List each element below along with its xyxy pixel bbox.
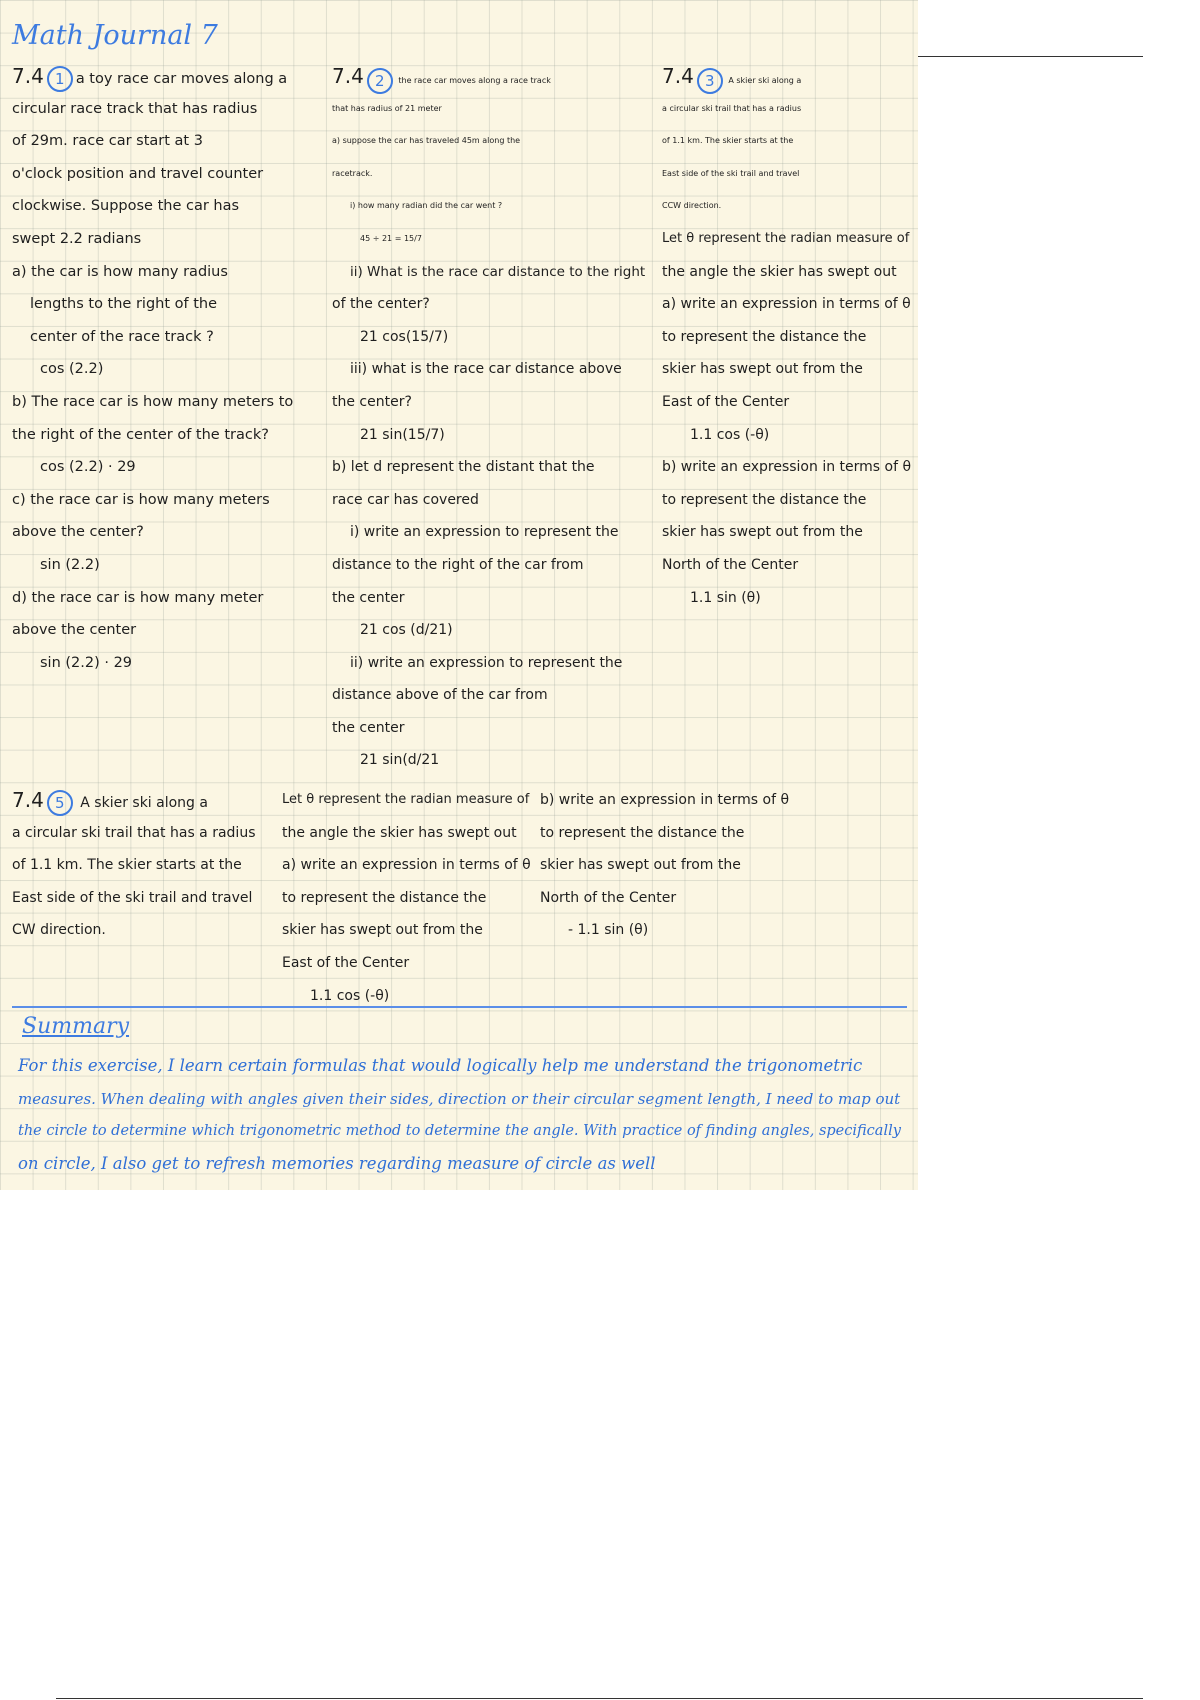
text-line: - 1.1 sin (θ) bbox=[568, 922, 649, 939]
text-line: 21 cos (d/21) bbox=[360, 622, 453, 639]
text-line: distance above of the car from bbox=[332, 687, 548, 704]
problem-number-circle: 2 bbox=[367, 68, 393, 94]
text-line: cos (2.2) bbox=[40, 361, 104, 378]
text-line: a circular ski trail that has a radius bbox=[662, 103, 802, 113]
problem-5-part-b bbox=[540, 784, 789, 947]
text-line: East of the Center bbox=[662, 393, 790, 410]
problem-5-header: 7.4 5 A skier ski along a bbox=[12, 784, 256, 817]
text-line: Let θ represent the radian measure of bbox=[662, 230, 910, 246]
text-line: to represent the distance the bbox=[282, 889, 487, 906]
text-line: center of the race track ? bbox=[30, 328, 214, 345]
text-line: b) write an expression in terms of θ bbox=[540, 792, 790, 808]
text-line: skier has swept out from the bbox=[282, 922, 483, 939]
text-line: a) the car is how many radius bbox=[12, 263, 228, 280]
text-line: 21 sin(15/7) bbox=[360, 426, 445, 443]
text-line: o'clock position and travel counter bbox=[12, 165, 264, 182]
text-line: the race car moves along a race track bbox=[398, 76, 551, 85]
problem-1-header: 7.4 1 a toy race car moves along a bbox=[12, 60, 293, 93]
text-line: c) the race car is how many meters bbox=[12, 491, 270, 508]
text-line: East of the Center bbox=[282, 954, 410, 971]
text-line: race car has covered bbox=[332, 491, 479, 508]
text-line: iii) what is the race car distance above bbox=[350, 361, 622, 378]
text-line: the center bbox=[332, 719, 405, 736]
text-line: the center? bbox=[332, 393, 412, 410]
text-line: d) the race car is how many meter bbox=[12, 589, 264, 606]
text-line: 1.1 cos (-θ) bbox=[310, 987, 390, 1004]
summary-line: on circle, I also get to refresh memories regarding measure of circle as well bbox=[18, 1153, 656, 1173]
text-line: to represent the distance the bbox=[540, 824, 745, 841]
text-line: the angle the skier has swept out bbox=[282, 824, 517, 841]
text-line: CCW direction. bbox=[662, 201, 722, 211]
problem-3 bbox=[662, 60, 911, 614]
text-line: 1.1 cos (-θ) bbox=[690, 426, 770, 443]
text-line: ii) write an expression to represent the bbox=[350, 654, 623, 671]
problem-number-circle: 1 bbox=[47, 66, 73, 92]
text-line: CW direction. bbox=[12, 922, 106, 939]
text-line: a) write an expression in terms of θ bbox=[662, 296, 911, 313]
problem-1 bbox=[12, 60, 293, 679]
text-line: to represent the distance the bbox=[662, 328, 867, 345]
text-line: 21 cos(15/7) bbox=[360, 328, 449, 345]
page-title: Math Journal 7 bbox=[12, 20, 218, 51]
text-line: above the center? bbox=[12, 524, 144, 541]
text-line: 1.1 sin (θ) bbox=[690, 589, 761, 606]
text-line: distance to the right of the car from bbox=[332, 556, 584, 573]
text-line: cos (2.2) · 29 bbox=[40, 459, 136, 476]
text-line: 45 ÷ 21 = 15/7 bbox=[360, 233, 422, 243]
problem-5 bbox=[12, 784, 256, 947]
problem-5-part-a bbox=[282, 784, 531, 1012]
text-line: skier has swept out from the bbox=[662, 361, 863, 378]
text-line: the center bbox=[332, 589, 405, 606]
text-line: clockwise. Suppose the car has bbox=[12, 198, 240, 215]
text-line: a) write an expression in terms of θ bbox=[282, 857, 531, 874]
text-line: the angle the skier has swept out bbox=[662, 263, 897, 280]
text-line: sin (2.2) bbox=[40, 556, 100, 573]
text-line: circular race track that has radius bbox=[12, 100, 258, 117]
text-line: a circular ski trail that has a radius bbox=[12, 824, 256, 841]
text-line: lengths to the right of the bbox=[30, 296, 218, 313]
problem-3-header: 7.4 3 A skier ski along a bbox=[662, 60, 911, 93]
text-line: i) how many radian did the car went ? bbox=[350, 201, 503, 211]
text-line: ii) What is the race car distance to the right bbox=[350, 263, 646, 280]
problem-2 bbox=[332, 60, 645, 777]
text-line: of the center? bbox=[332, 296, 430, 313]
text-line: b) write an expression in terms of θ bbox=[662, 459, 912, 476]
summary-title: Summary bbox=[22, 1014, 130, 1039]
text-line: North of the Center bbox=[662, 556, 799, 573]
problem-number-circle: 3 bbox=[697, 68, 723, 94]
text-line: 21 sin(d/21 bbox=[360, 752, 440, 769]
text-line: skier has swept out from the bbox=[540, 857, 741, 874]
summary-line: the circle to determine which trigonometric method to determine the angle. With practice of finding angles, specifically bbox=[18, 1123, 901, 1140]
text-line: A skier ski along a bbox=[80, 795, 208, 811]
text-line: racetrack. bbox=[332, 168, 373, 178]
bottom-rule bbox=[56, 1698, 1143, 1699]
text-line: of 29m. race car start at 3 bbox=[12, 133, 203, 150]
summary-text bbox=[18, 1050, 908, 1180]
text-line: Let θ represent the radian measure of bbox=[282, 792, 530, 807]
text-line: a) suppose the car has traveled 45m along the bbox=[332, 136, 521, 146]
summary-divider bbox=[12, 1006, 907, 1008]
problem-2-header: 7.4 2 the race car moves along a race track bbox=[332, 60, 645, 93]
text-line: the right of the center of the track? bbox=[12, 426, 269, 443]
summary-line: measures. When dealing with angles given their sides, direction or their circular segment length, I need to map out bbox=[18, 1089, 901, 1108]
text-line: sin (2.2) · 29 bbox=[40, 654, 133, 671]
top-rule bbox=[918, 56, 1143, 57]
text-line: b) let d represent the distant that the bbox=[332, 459, 595, 476]
text-line: that has radius of 21 meter bbox=[332, 103, 442, 113]
text-line: East side of the ski trail and travel bbox=[662, 168, 800, 178]
text-line: above the center bbox=[12, 622, 137, 639]
summary-line: For this exercise, I learn certain formulas that would logically help me understand the trigonometric bbox=[18, 1056, 863, 1075]
text-line: i) write an expression to represent the bbox=[350, 524, 619, 541]
text-line: skier has swept out from the bbox=[662, 524, 863, 541]
text-line: swept 2.2 radians bbox=[12, 230, 142, 247]
text-line: b) The race car is how many meters to bbox=[12, 393, 294, 410]
text-line: A skier ski along a bbox=[728, 76, 802, 85]
text-line: a toy race car moves along a bbox=[75, 71, 288, 87]
text-line: to represent the distance the bbox=[662, 491, 867, 508]
text-line: of 1.1 km. The skier starts at the bbox=[662, 136, 794, 146]
text-line: North of the Center bbox=[540, 889, 677, 906]
text-line: of 1.1 km. The skier starts at the bbox=[12, 857, 242, 874]
text-line: East side of the ski trail and travel bbox=[12, 889, 253, 906]
problem-number-circle: 5 bbox=[47, 790, 73, 816]
